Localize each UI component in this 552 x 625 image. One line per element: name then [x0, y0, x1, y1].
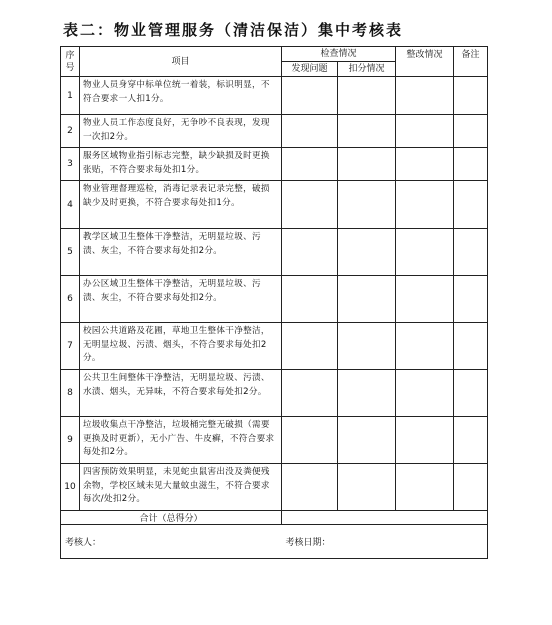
deduct-cell[interactable]	[338, 417, 396, 464]
rectify-cell[interactable]	[396, 417, 454, 464]
row-item-text: 校园公共道路及花圃，草地卫生整体干净整洁，无明显垃圾、污渍、烟头，不符合要求每处扣2分。	[80, 323, 282, 370]
rectify-cell[interactable]	[396, 77, 454, 115]
row-number: 1	[61, 77, 80, 115]
rectify-cell[interactable]	[396, 229, 454, 276]
footer-row	[61, 525, 488, 559]
deduct-cell[interactable]	[338, 115, 396, 148]
row-item-text: 办公区域卫生整体干净整洁，无明显垃圾、污渍、灰尘，不符合要求每处扣2分。	[80, 276, 282, 323]
row-item-text: 四害预防效果明显，未见蛇虫鼠害出没及粪便残余物，学校区域未见大量蚊虫滋生，不符合要求每次/处扣2分。	[80, 464, 282, 511]
found-cell[interactable]	[282, 148, 338, 181]
remark-cell[interactable]	[454, 417, 488, 464]
row-number: 7	[61, 323, 80, 370]
row-number: 2	[61, 115, 80, 148]
rectify-cell[interactable]	[396, 370, 454, 417]
row-number: 9	[61, 417, 80, 464]
remark-cell[interactable]	[454, 181, 488, 229]
rectify-cell[interactable]	[396, 148, 454, 181]
remark-cell[interactable]	[454, 464, 488, 511]
deduct-cell[interactable]	[338, 77, 396, 115]
header-row-1	[61, 47, 488, 62]
assessor-label: 考核人：	[65, 538, 102, 548]
table-row	[61, 370, 488, 417]
assessor-cell[interactable]	[61, 525, 282, 559]
header-found: 发现问题	[282, 62, 338, 77]
page-title: 表二：物业管理服务（清洁保洁）集中考核表	[63, 21, 404, 39]
table-row	[61, 276, 488, 323]
header-rectify: 整改情况	[396, 47, 454, 77]
header-seq	[61, 47, 80, 77]
rectify-cell[interactable]	[396, 323, 454, 370]
header-seq-label: 序号	[65, 50, 75, 73]
total-row	[61, 511, 488, 525]
table-row	[61, 77, 488, 115]
deduct-cell[interactable]	[338, 181, 396, 229]
remark-cell[interactable]	[454, 323, 488, 370]
found-cell[interactable]	[282, 276, 338, 323]
row-number: 5	[61, 229, 80, 276]
total-value-cell[interactable]	[282, 511, 488, 525]
table-row	[61, 417, 488, 464]
row-item-text: 教学区域卫生整体干净整洁，无明显垃圾、污渍、灰尘，不符合要求每处扣2分。	[80, 229, 282, 276]
table-row	[61, 148, 488, 181]
deduct-cell[interactable]	[338, 323, 396, 370]
found-cell[interactable]	[282, 323, 338, 370]
remark-cell[interactable]	[454, 115, 488, 148]
assessment-date-cell[interactable]	[282, 525, 488, 559]
deduct-cell[interactable]	[338, 229, 396, 276]
row-item-text: 物业管理督理巡检，消毒记录表记录完整，破损缺少及时更换，不符合要求每处扣1分。	[80, 181, 282, 229]
found-cell[interactable]	[282, 464, 338, 511]
rectify-cell[interactable]	[396, 181, 454, 229]
row-item-text: 服务区域物业指引标志完整，缺少缺损及时更换张贴，不符合要求每处扣1分。	[80, 148, 282, 181]
table-row	[61, 323, 488, 370]
remark-cell[interactable]	[454, 276, 488, 323]
row-number: 10	[61, 464, 80, 511]
remark-cell[interactable]	[454, 148, 488, 181]
row-number: 3	[61, 148, 80, 181]
deduct-cell[interactable]	[338, 148, 396, 181]
deduct-cell[interactable]	[338, 370, 396, 417]
found-cell[interactable]	[282, 77, 338, 115]
rectify-cell[interactable]	[396, 276, 454, 323]
remark-cell[interactable]	[454, 229, 488, 276]
row-number: 8	[61, 370, 80, 417]
table-row	[61, 464, 488, 511]
assessment-date-label: 考核日期：	[285, 538, 331, 548]
deduct-cell[interactable]	[338, 464, 396, 511]
header-remark: 备注	[454, 47, 488, 77]
row-number: 4	[61, 181, 80, 229]
remark-cell[interactable]	[454, 370, 488, 417]
rectify-cell[interactable]	[396, 464, 454, 511]
table-row	[61, 181, 488, 229]
rectify-cell[interactable]	[396, 115, 454, 148]
header-project: 项目	[80, 47, 282, 77]
row-item-text: 垃圾收集点干净整洁，垃圾桶完整无破损（需要更换及时更新），无小广告、牛皮癣，不符合要求每处扣2分。	[80, 417, 282, 464]
deduct-cell[interactable]	[338, 276, 396, 323]
assessment-table	[60, 46, 488, 559]
header-check: 检查情况	[282, 47, 396, 62]
found-cell[interactable]	[282, 417, 338, 464]
total-label: 合计（总得分）	[61, 511, 282, 525]
found-cell[interactable]	[282, 229, 338, 276]
found-cell[interactable]	[282, 181, 338, 229]
table-row	[61, 229, 488, 276]
header-deduct: 扣分情况	[338, 62, 396, 77]
table-row	[61, 115, 488, 148]
found-cell[interactable]	[282, 370, 338, 417]
row-number: 6	[61, 276, 80, 323]
row-item-text: 物业人员身穿中标单位统一着装，标识明显，不符合要求一人扣1分。	[80, 77, 282, 115]
remark-cell[interactable]	[454, 77, 488, 115]
found-cell[interactable]	[282, 115, 338, 148]
row-item-text: 物业人员工作态度良好，无争吵不良表现，发现一次扣2分。	[80, 115, 282, 148]
row-item-text: 公共卫生间整体干净整洁，无明显垃圾、污渍、水渍、烟头，无异味，不符合要求每处扣2分。	[80, 370, 282, 417]
